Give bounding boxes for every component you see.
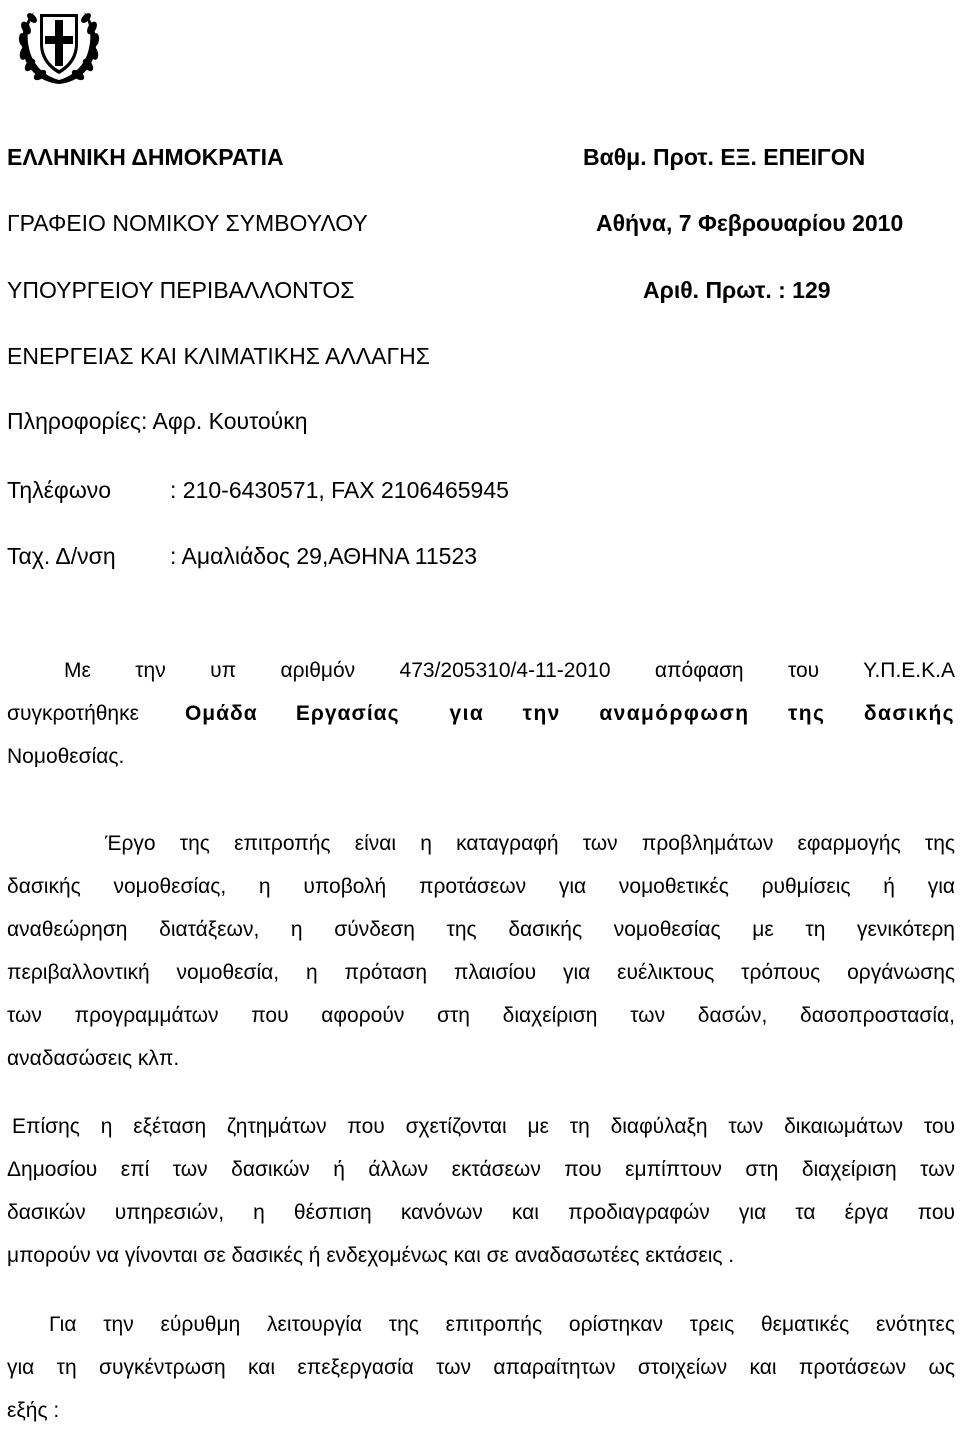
priority-label: Βαθμ. Προτ. ΕΞ. ΕΠΕΙΓΟΝ — [583, 144, 866, 170]
paragraph-line: Δημοσίου επί των δασικών ή άλλων εκτάσεων που εμπίπτουν στη διαχείριση των — [7, 1158, 955, 1181]
paragraph-line: μπορούν να γίνονται σε δασικές ή ενδεχομένως και σε αναδασωτέες εκτάσεις . — [7, 1244, 735, 1267]
header-ministry-line1: ΥΠΟΥΡΓΕΙΟΥ ΠΕΡΙΒΑΛΛΟΝΤΟΣ — [7, 277, 355, 303]
paragraph-additional-tasks — [7, 1105, 955, 1277]
working-group-name: Ομάδα Εργασίας — [184, 702, 400, 725]
paragraph-line: δασικής νομοθεσίας, η υποβολή προτάσεων για νομοθετικές ρυθμίσεις ή για — [7, 875, 955, 898]
paragraph-line: Έργο της επιτροπής είναι η καταγραφή των προβλημάτων εφαρμογής της — [105, 832, 955, 855]
address-value: : Αμαλιάδος 29,ΑΘΗΝΑ 11523 — [170, 543, 478, 569]
text-segment: συγκροτήθηκε — [7, 702, 139, 725]
paragraph-line: δασικών υπηρεσιών, η θέσπιση κανόνων και προδιαγραφών για τα έργα που — [7, 1201, 955, 1224]
phone-value: : 210-6430571, FAX 2106465945 — [170, 477, 509, 503]
paragraph-line: Με την υπ αριθμόν 473/205310/4-11-2010 απόφαση του Υ.Π.Ε.Κ.Α — [64, 659, 955, 682]
header-ministry-line2: ΕΝΕΡΓΕΙΑΣ ΚΑΙ ΚΛΙΜΑΤΙΚΗΣ ΑΛΛΑΓΗΣ — [7, 343, 430, 369]
paragraph-line: Για την εύρυθμη λειτουργία της επιτροπής ορίστηκαν τρεις θεματικές ενότητες — [49, 1313, 955, 1336]
paragraph-line: αναδασώσεις κλπ. — [7, 1047, 180, 1070]
paragraph-decision — [7, 649, 955, 778]
paragraph-line: Νομοθεσίας. — [7, 745, 125, 768]
paragraph-line: Επίσης η εξέταση ζητημάτων που σχετίζονται με τη διαφύλαξη των δικαιωμάτων του — [12, 1115, 955, 1138]
paragraph-line: εξής : — [7, 1399, 60, 1422]
hellenic-republic-emblem-icon — [14, 2, 104, 88]
working-group-purpose: για την αναμόρφωση της δασικής — [449, 702, 955, 725]
paragraph-committee-work — [7, 822, 955, 1080]
paragraph-line: περιβαλλοντική νομοθεσία, η πρόταση πλαισίου για ευέλικτους τρόπους οργάνωσης — [7, 961, 955, 984]
header-country: ΕΛΛΗΝΙΚΗ ΔΗΜΟΚΡΑΤΙΑ — [7, 144, 284, 170]
paragraph-line: των προγραμμάτων που αφορούν στη διαχείριση των δασών, δασοπροστασία, — [7, 1004, 955, 1027]
paragraph-line: για τη συγκέντρωση και επεξεργασία των απαραίτητων στοιχείων και προτάσεων ως — [7, 1356, 955, 1379]
header-information: Πληροφορίες: Αφρ. Κουτούκη — [7, 408, 308, 434]
paragraph-line: αναθεώρηση διατάξεων, η σύνδεση της δασικής νομοθεσίας με τη γενικότερη — [7, 918, 955, 941]
paragraph-line — [7, 692, 955, 735]
document-date: Αθήνα, 7 Φεβρουαρίου 2010 — [596, 210, 904, 236]
protocol-number: Αριθ. Πρωτ. : 129 — [643, 277, 831, 303]
phone-label: Τηλέφωνο — [7, 477, 112, 503]
address-label: Ταχ. Δ/νση — [7, 543, 116, 569]
paragraph-thematic-units — [7, 1303, 955, 1432]
header-office: ΓΡΑΦΕΙΟ ΝΟΜΙΚΟΥ ΣΥΜΒΟΥΛΟΥ — [7, 210, 368, 236]
